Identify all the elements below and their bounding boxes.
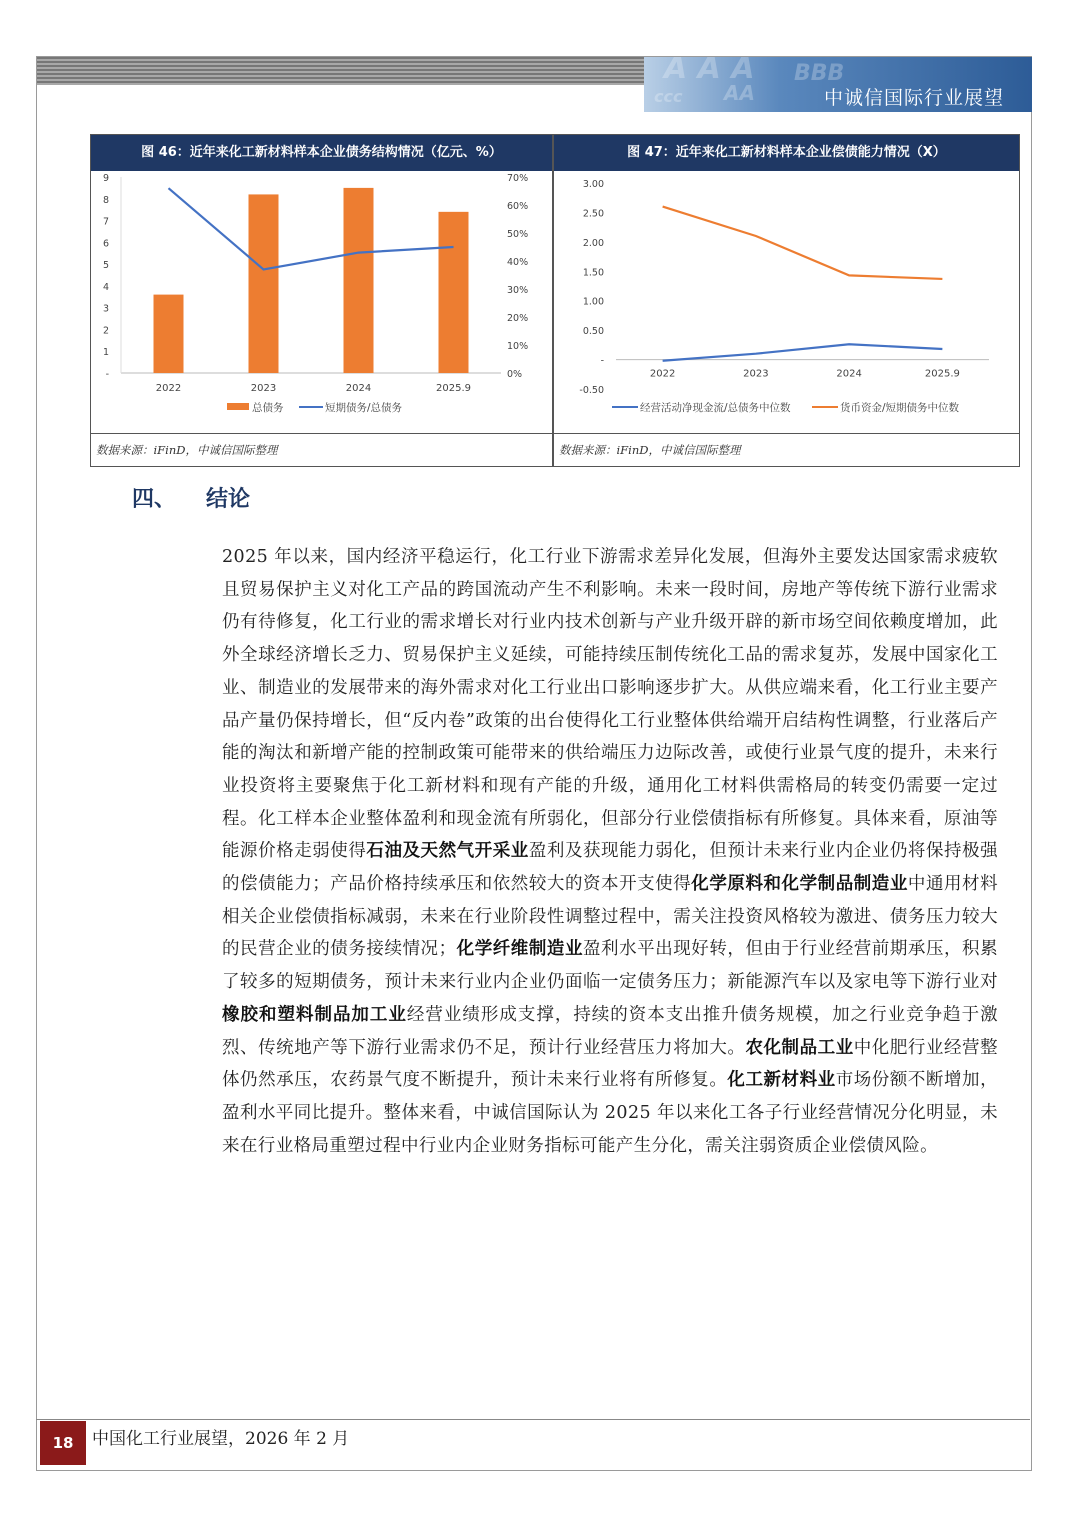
bar-total-debt — [249, 194, 279, 373]
y-left-tick-label: 9 — [102, 173, 109, 184]
body-text-5: 经营业绩形成支撑，持续的资本支出推升债务规模，加之行业竞争趋于激烈、传统地产等下游行业需求仍不足，预计行业经营压力将加大。 — [222, 1004, 998, 1058]
footer-text: 中国化工行业展望，2026 年 2 月 — [92, 1429, 350, 1449]
y-left-tick-label: 6 — [102, 238, 109, 250]
body-text-4: 盈利水平出现好转，但由于行业经营前期承压，积累了较多的短期债务，预计未来行业内企业仍面临一定债务压力；新能源汽车以及家电等下游行业对 — [222, 939, 998, 993]
y-left-tick-label: 1 — [102, 347, 109, 359]
y-tick-label: 2.50 — [582, 208, 604, 220]
y-right-tick-label: 60% — [507, 201, 529, 212]
figure-46 — [90, 134, 553, 467]
body-bold-2: 化学原料和化学制品制造业 — [691, 874, 908, 895]
x-tick-label: 2022 — [649, 368, 676, 380]
legend-label-total-debt: 总债务 — [252, 402, 284, 414]
body-bold-4: 橡胶和塑料制品加工业 — [222, 1004, 407, 1025]
x-tick-label: 2023 — [743, 368, 769, 380]
x-tick-label: 2024 — [836, 368, 862, 380]
bar-total-debt — [154, 295, 184, 373]
banner-deco-2: BBB — [794, 61, 845, 86]
body-bold-3: 化学纤维制造业 — [456, 939, 583, 960]
y-tick-label: 1.00 — [582, 296, 604, 308]
y-left-tick-label: 7 — [102, 216, 109, 228]
y-right-tick-label: 0% — [507, 369, 523, 380]
figure-47-title: 图 47：近年来化工新材料样本企业偿债能力情况（X） — [554, 135, 1019, 171]
y-right-tick-label: 40% — [507, 257, 529, 268]
banner-deco-1: A A A — [664, 57, 755, 86]
body-text-3: 中通用材料相关企业偿债指标减弱，未来在行业阶段性调整过程中，需关注投资风格较为激进、债务压力较大的民营企业的债务接续情况； — [222, 874, 998, 960]
x-tick-label: 2022 — [155, 383, 182, 394]
figure-46-chart — [91, 171, 552, 433]
line-operating-cashflow-ratio — [663, 344, 943, 360]
body-text-2: 盈利及获现能力弱化，但预计未来行业内企业仍将保持极强的偿债能力；产品价格持续承压和依然较大的资本开支使得 — [222, 841, 998, 895]
y-tick-label: 1.50 — [582, 267, 604, 279]
bar-total-debt — [344, 188, 374, 373]
header-banner — [644, 57, 1032, 112]
legend-label-ratio: 短期债务/总债务 — [325, 402, 403, 414]
figure-46-title: 图 46：近年来化工新材料样本企业债务结构情况（亿元、%） — [91, 135, 552, 171]
x-tick-label: 2025.9 — [924, 368, 960, 380]
x-tick-label: 2023 — [250, 383, 277, 394]
conclusion-paragraph — [222, 541, 998, 1162]
legend-swatch-total-debt — [227, 403, 249, 410]
header-stripe — [37, 57, 644, 85]
section-title: 结论 — [206, 487, 251, 512]
section-number: 四、 — [132, 487, 177, 512]
brand-title: 中诚信国际行业展望 — [823, 87, 1004, 109]
figure-46-source: 数据来源：iFinD，中诚信国际整理 — [91, 433, 552, 466]
legend-label-cash-short-debt: 货币资金/短期债务中位数 — [840, 402, 960, 414]
y-tick-label: - — [600, 355, 604, 367]
y-right-tick-label: 70% — [507, 173, 529, 184]
bar-total-debt — [439, 212, 469, 373]
y-right-tick-label: 30% — [507, 285, 529, 296]
y-left-tick-label: 4 — [102, 281, 109, 293]
y-left-tick-label: 2 — [102, 325, 109, 337]
y-tick-label: -0.50 — [579, 385, 604, 396]
figure-47 — [553, 134, 1020, 467]
y-left-tick-label: - — [105, 369, 109, 380]
line-cash-short-debt-ratio — [663, 207, 943, 279]
body-text-7: 市场份额不断增加，盈利水平同比提升。整体来看，中诚信国际认为 2025 年以来化工各子行业经营情况分化明显，未来在行业格局重塑过程中行业内企业财务指标可能产生分化，需关注弱资质企业偿债风险。 — [222, 1070, 998, 1156]
y-right-tick-label: 50% — [507, 229, 529, 240]
x-tick-label: 2025.9 — [436, 383, 471, 394]
footer-rule — [36, 1419, 1030, 1420]
y-right-tick-label: 20% — [507, 313, 529, 324]
y-right-tick-label: 10% — [507, 341, 529, 352]
body-bold-1: 石油及天然气开采业 — [366, 841, 529, 862]
y-tick-label: 2.00 — [582, 237, 604, 249]
y-left-tick-label: 8 — [102, 194, 109, 206]
y-tick-label: 3.00 — [582, 179, 604, 190]
y-left-tick-label: 3 — [102, 303, 109, 315]
x-tick-label: 2024 — [345, 383, 372, 394]
legend-label-operating-cashflow: 经营活动净现金流/总债务中位数 — [640, 402, 791, 414]
body-bold-5: 农化制品工业 — [745, 1037, 854, 1058]
banner-deco-4: ccc — [654, 87, 683, 106]
line-short-debt-ratio — [169, 188, 454, 269]
figure-47-source: 数据来源：iFinD，中诚信国际整理 — [554, 433, 1019, 466]
page-number: 18 — [40, 1421, 86, 1465]
banner-deco-3: AA — [724, 81, 755, 105]
body-text-1: 2025 年以来，国内经济平稳运行，化工行业下游需求差异化发展，但海外主要发达国家需求疲软且贸易保护主义对化工产品的跨国流动产生不利影响。未来一段时间，房地产等传统下游行业需求仍有待修复，化工行业的需求增长对行业内技术创新与产业升级开辟的新市场空间依赖度增加，此外全球经济增长乏力、贸易保护主义延续，可能持续压制传统化工品的需求复苏，发展中国家化工业、制造业的发展带来的海外需求对化工行业出口影响逐步扩大。从供应端来看，化工行业主要产品产量仍保持增长，但“反内卷”政策的出台使得化工行业整体供给端开启结构性调整，行业落后产能的淘汰和新增产能的控制政策可能带来的供给端压力边际改善，或使行业景气度的提升，未来行业投资将主要聚焦于化工新材料和现有产能的升级，通用化工材料供需格局的转变仍需要一定过程。化工样本企业整体盈利和现金流有所弱化，但部分行业偿债指标有所修复。具体来看，原油等能源价格走弱使得 — [222, 547, 998, 862]
y-tick-label: 0.50 — [582, 326, 604, 338]
body-bold-6: 化工新材料业 — [727, 1070, 836, 1091]
body-text-6: 中化肥行业经营整体仍然承压，农药景气度不断提升，预计未来行业将有所修复。 — [222, 1037, 998, 1091]
y-left-tick-label: 5 — [102, 260, 109, 272]
figure-47-chart — [554, 171, 1019, 433]
